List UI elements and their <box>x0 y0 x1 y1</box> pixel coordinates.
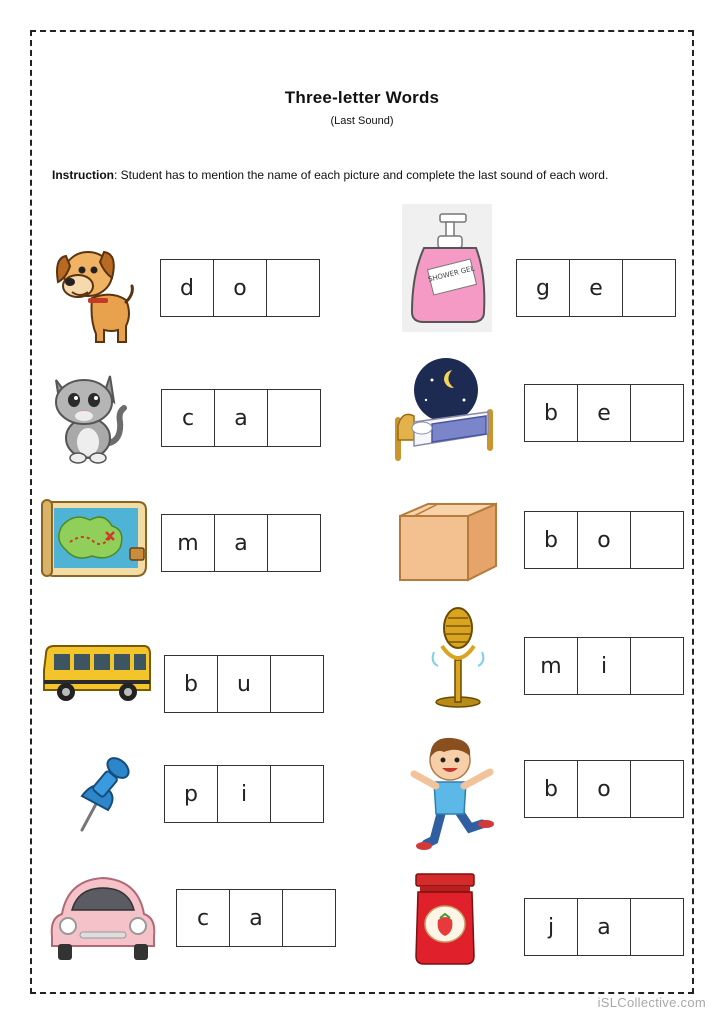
letter-box: i <box>578 638 631 694</box>
blank-letter-box[interactable] <box>631 385 683 441</box>
letter-box: p <box>165 766 218 822</box>
letter-box: c <box>177 890 230 946</box>
word-boxes-map <box>161 514 321 572</box>
blank-letter-box[interactable] <box>271 766 323 822</box>
word-boxes-mic <box>524 637 684 695</box>
blank-letter-box[interactable] <box>271 656 323 712</box>
letter-box: c <box>162 390 215 446</box>
mic-picture <box>428 606 488 710</box>
letter-box: b <box>525 761 578 817</box>
blank-letter-box[interactable] <box>631 512 683 568</box>
letter-box: m <box>525 638 578 694</box>
word-boxes-car <box>176 889 336 947</box>
letter-box: a <box>215 515 268 571</box>
letter-box: j <box>525 899 578 955</box>
box-picture <box>398 500 498 582</box>
letter-box: b <box>525 512 578 568</box>
instruction-text: : Student has to mention the name of each picture and complete the last sound of each word. <box>114 168 609 182</box>
letter-box: a <box>578 899 631 955</box>
pin-picture <box>72 752 132 834</box>
letter-box: o <box>578 512 631 568</box>
word-boxes-gel <box>516 259 676 317</box>
word-boxes-bed <box>524 384 684 442</box>
letter-box: o <box>214 260 267 316</box>
blank-letter-box[interactable] <box>631 761 683 817</box>
letter-box: b <box>525 385 578 441</box>
blank-letter-box[interactable] <box>267 260 319 316</box>
blank-letter-box[interactable] <box>631 899 683 955</box>
watermark: iSLCollective.com <box>597 995 706 1010</box>
gel-picture <box>402 204 492 332</box>
letter-box: d <box>161 260 214 316</box>
word-boxes-bus <box>164 655 324 713</box>
letter-box: b <box>165 656 218 712</box>
boy-picture <box>408 730 498 856</box>
blank-letter-box[interactable] <box>283 890 335 946</box>
gel-label: SHOWER GEL <box>427 264 476 284</box>
letter-box: g <box>517 260 570 316</box>
cat-picture <box>50 372 128 464</box>
word-boxes-box <box>524 511 684 569</box>
instruction-label: Instruction <box>52 168 114 182</box>
dog-picture <box>52 238 136 348</box>
letter-box: e <box>578 385 631 441</box>
letter-box: a <box>230 890 283 946</box>
letter-box: a <box>215 390 268 446</box>
word-boxes-jam <box>524 898 684 956</box>
blank-letter-box[interactable] <box>268 515 320 571</box>
car-picture <box>48 870 158 962</box>
bus-picture <box>40 640 152 706</box>
letter-box: i <box>218 766 271 822</box>
word-boxes-cat <box>161 389 321 447</box>
blank-letter-box[interactable] <box>631 638 683 694</box>
word-boxes-pin <box>164 765 324 823</box>
word-boxes-boy <box>524 760 684 818</box>
letter-box: u <box>218 656 271 712</box>
letter-box: o <box>578 761 631 817</box>
letter-box: m <box>162 515 215 571</box>
bed-picture <box>392 356 496 466</box>
blank-letter-box[interactable] <box>268 390 320 446</box>
blank-letter-box[interactable] <box>623 260 675 316</box>
letter-box: e <box>570 260 623 316</box>
jam-picture <box>410 870 480 968</box>
worksheet-title: Three-letter Words <box>284 88 440 107</box>
map-picture <box>40 496 152 582</box>
worksheet-subtitle: (Last Sound) <box>330 115 394 127</box>
word-boxes-dog <box>160 259 320 317</box>
instruction <box>52 166 687 184</box>
